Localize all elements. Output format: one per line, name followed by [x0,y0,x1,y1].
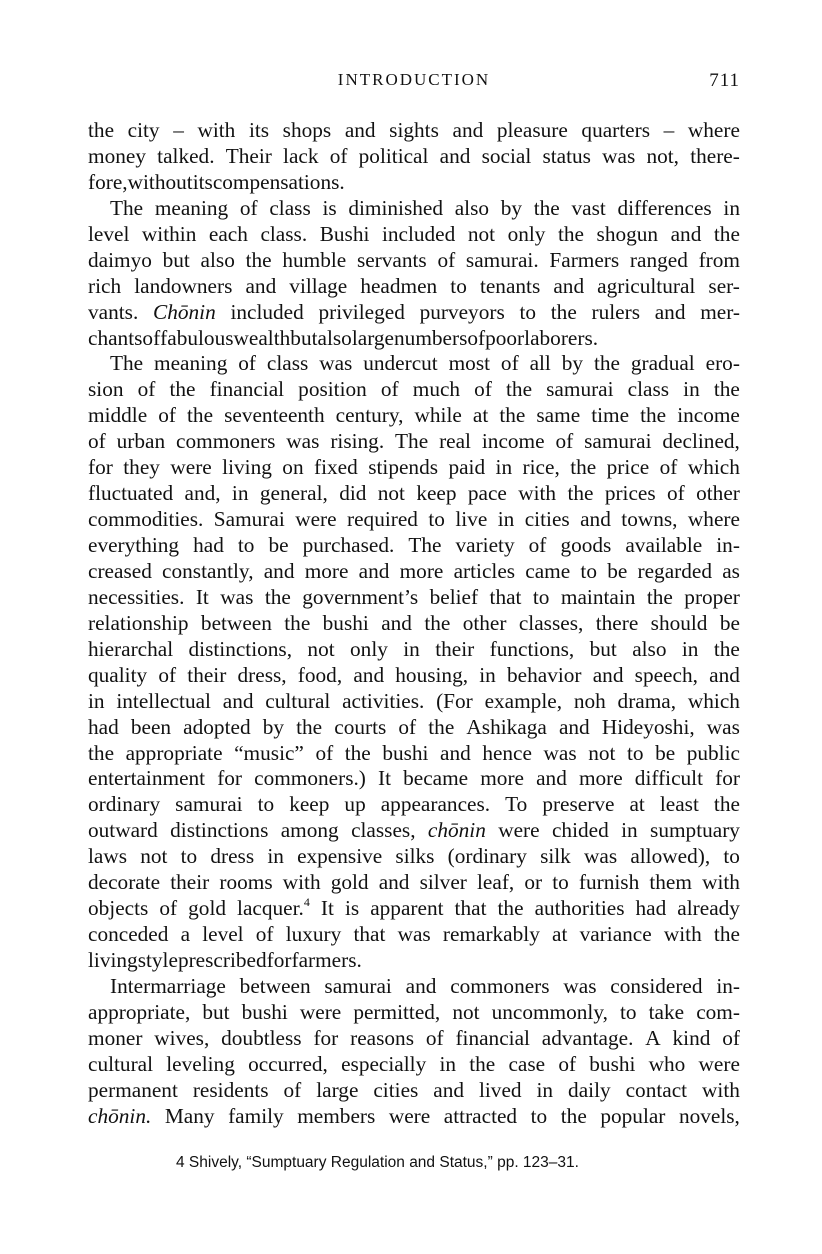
text-line: chants of fabulous wealth but also large numbers of poor laborers. [88,325,599,350]
running-head [88,70,740,100]
body-text [88,118,740,1130]
text-line: moner wives, doubtless for reasons of financial advantage. A kind of [88,1025,740,1050]
text-line: hierarchal distinctions, not only in their functions, but also in the [88,636,740,661]
text-line: commodities. Samurai were required to live in cities and towns, where [88,507,740,532]
text-line: permanent residents of large cities and lived in daily contact with [88,1077,740,1102]
text-line: objects of gold lacquer.$^4$ It is apparent that the authorities had already [88,895,740,921]
page-number: 711 [709,70,740,91]
text-line: had been adopted by the courts of the Ashikaga and Hideyoshi, was [88,714,740,739]
text-line: living style prescribed for farmers. [88,948,362,972]
text-line: in intellectual and cultural activities. (For example, noh drama, which [88,688,740,713]
text-line: necessities. It was the government’s belief that to maintain the proper [88,584,740,609]
text-line: relationship between the bushi and the other classes, there should be [88,610,740,635]
text-line: vants. Chōnin included privileged purveyors to the rulers and mer- [88,299,740,324]
text-line: the city – with its shops and sights and pleasure quarters – where [88,118,740,142]
text-line: The meaning of class is diminished also by the vast differences in [110,195,740,220]
text-line: for they were living on fixed stipends paid in rice, the price of which [88,455,740,480]
text-line: quality of their dress, food, and housing, in behavior and speech, and [88,662,740,687]
text-line: outward distinctions among classes, chōnin were chided in sumptuary [88,818,740,843]
text-line: daimyo but also the humble servants of samurai. Farmers ranged from [88,247,740,272]
text-line: The meaning of class was undercut most of all by the gradual ero- [110,351,740,376]
footnote: 4 Shively, “Sumptuary Regulation and Status,” pp. 123–31. [176,1154,579,1171]
text-line: sion of the financial position of much of the samurai class in the [88,377,740,402]
text-line: decorate their rooms with gold and silver leaf, or to furnish them with [88,870,740,895]
text-line: Intermarriage between samurai and commoners was considered in- [110,973,740,998]
text-line: middle of the seventeenth century, while at the same time the income [88,403,740,428]
text-line: the appropriate “music” of the bushi and hence was not to be public [88,740,740,765]
text-line: conceded a level of luxury that was remarkably at variance with the [88,922,740,947]
text-line: appropriate, but bushi were permitted, not uncommonly, to take com- [88,999,740,1024]
text-line: laws not to dress in expensive silks (ordinary silk was allowed), to [88,844,740,869]
text-line: rich landowners and village headmen to tenants and agricultural ser- [88,273,740,298]
text-line: cultural leveling occurred, especially in the case of bushi who were [88,1051,740,1076]
text-line: entertainment for commoners.) It became more and more difficult for [88,766,740,791]
text-line: fore, without its compensations. [88,169,345,194]
text-line: creased constantly, and more and more articles came to be regarded as [88,558,740,583]
text-line: ordinary samurai to keep up appearances. To preserve at least the [88,792,740,817]
text-line: money talked. Their lack of political and social status was not, there- [88,143,740,168]
text-line: fluctuated and, in general, did not keep pace with the prices of other [88,481,740,506]
text-line: level within each class. Bushi included not only the shogun and the [88,221,740,246]
running-title: INTRODUCTION [337,70,491,89]
text-line: chōnin. Many family members were attracted to the popular novels, [88,1103,740,1128]
text-line: of urban commoners was rising. The real income of samurai declined, [88,429,740,454]
text-line: everything had to be purchased. The variety of goods available in- [88,533,740,557]
